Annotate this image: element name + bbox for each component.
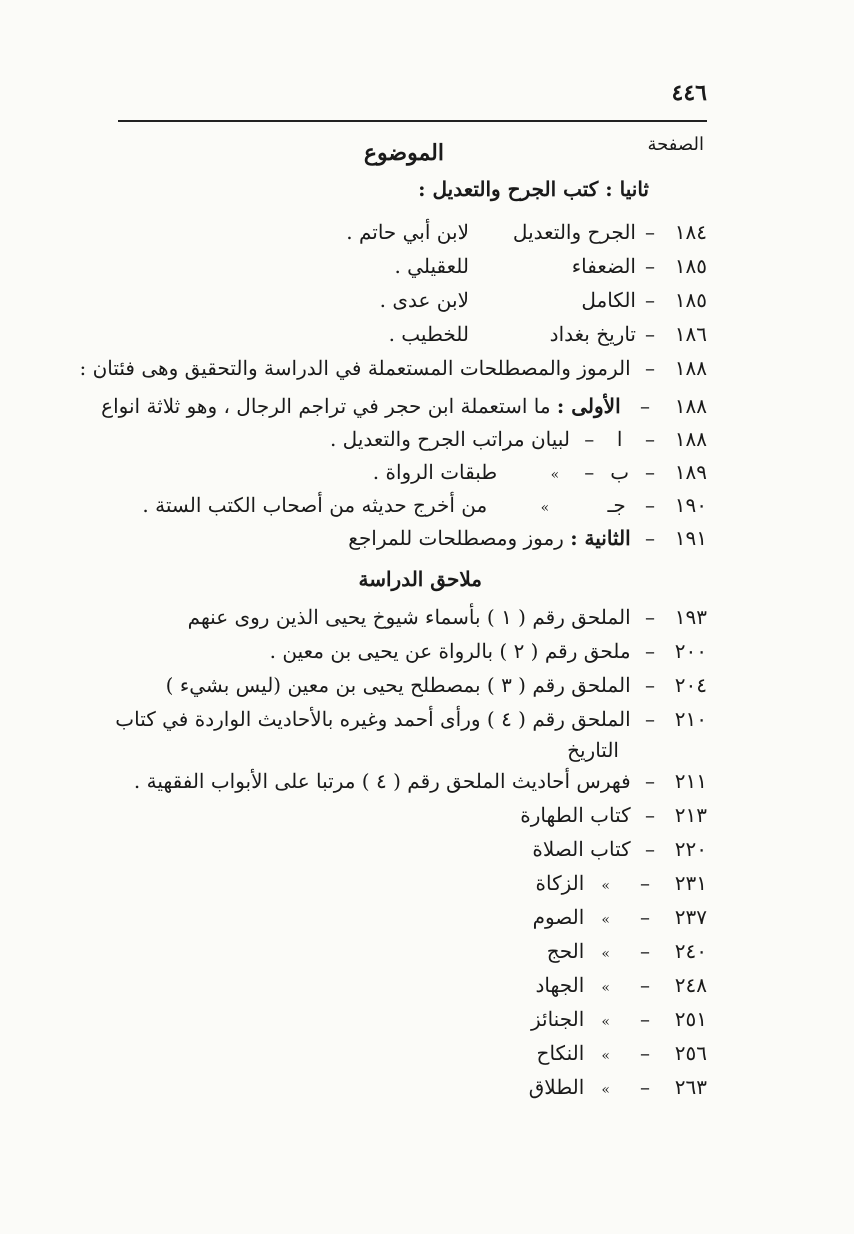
toc-row: ٢٠٤– الملحق رقم ( ٣ ) بمصطلح يحيى بن معين (ليس بشيء ) <box>165 673 707 697</box>
column-header-topic: الموضوع <box>363 140 444 166</box>
toc-text: الجنائز <box>530 1007 585 1031</box>
toc-title: الضعفاء <box>571 254 636 278</box>
toc-title: الكامل <box>581 288 636 312</box>
toc-row: ١٩٣– الملحق رقم ( ١ ) بأسماء شيوخ يحيى الذين روى عنهم <box>187 605 707 629</box>
toc-row: ٢٦٣– » الطلاق <box>528 1075 707 1099</box>
toc-row: ٢٥٦– » النكاح <box>536 1041 707 1065</box>
toc-row: ٢٤٨– » الجهاد <box>535 973 707 997</box>
toc-text: الملحق رقم ( ١ ) بأسماء شيوخ يحيى الذين روى عنهم <box>187 605 631 629</box>
toc-row: ١٩١– الثانية : رموز ومصطلحات للمراجع <box>348 526 707 550</box>
toc-row: ٢٠٠– ملحق رقم ( ٢ ) بالرواة عن يحيى بن معين . <box>269 639 707 663</box>
toc-author: لابن أبي حاتم . <box>346 220 469 244</box>
toc-row: ١٨٤– <box>645 220 707 244</box>
toc-row: ١٨٩– ب – » طبقات الرواة . <box>373 455 707 489</box>
toc-text: الزكاة <box>535 871 585 895</box>
toc-row: ١٨٥– <box>645 254 707 278</box>
toc-author: للعقيلي . <box>394 254 469 278</box>
toc-text: الحج <box>546 939 585 963</box>
toc-label: الثانية : <box>570 526 631 550</box>
toc-text: رموز ومصطلحات للمراجع <box>348 526 564 550</box>
toc-row: ٢٣٧– » الصوم <box>532 905 707 929</box>
toc-row: ٢٣١– » الزكاة <box>535 871 707 895</box>
toc-text: من أخرج حديثه من أصحاب الكتب الستة . <box>142 493 488 517</box>
toc-letter: ا <box>616 427 623 451</box>
toc-text-continuation: التاريخ <box>567 738 619 762</box>
toc-author: لابن عدى . <box>379 288 469 312</box>
toc-text: الجهاد <box>535 973 585 997</box>
toc-row: ١٨٥– <box>645 288 707 312</box>
toc-text: الملحق رقم ( ٤ ) ورأى أحمد وغيره بالأحاديث الواردة في كتاب <box>115 707 631 731</box>
section-heading-jarh: ثانيا : كتب الجرح والتعديل : <box>418 177 649 201</box>
toc-title: الجرح والتعديل <box>512 220 636 244</box>
toc-row: ٢٤٠– » الحج <box>546 939 707 963</box>
toc-text: ما استعملة ابن حجر في تراجم الرجال ، وهو ثلاثة انواع <box>101 394 551 418</box>
toc-row: ٢٢٠– كتاب الصلاة <box>532 837 707 861</box>
toc-row: ١٨٨– الرموز والمصطلحات المستعملة في الدراسة والتحقيق وهى فئتان : <box>79 356 707 380</box>
toc-row: ١٨٦– <box>645 322 707 346</box>
toc-text: طبقات الرواة . <box>372 460 498 484</box>
toc-title: تاريخ بغداد <box>549 322 636 346</box>
toc-letter: جـ <box>607 493 626 517</box>
toc-label: الأولى : <box>556 394 621 418</box>
toc-text: النكاح <box>536 1041 585 1065</box>
toc-text: الرموز والمصطلحات المستعملة في الدراسة والتحقيق وهى فئتان : <box>79 356 631 380</box>
toc-row: ٢٥١– » الجنائز <box>530 1007 707 1031</box>
toc-text: ملحق رقم ( ٢ ) بالرواة عن يحيى بن معين . <box>269 639 631 663</box>
toc-text: الصوم <box>532 905 585 929</box>
toc-text: كتاب الصلاة <box>532 837 631 861</box>
toc-row: ١٩٠– جـ » من أخرج حديثه من أصحاب الكتب الستة . <box>142 488 707 522</box>
toc-row: ١٨٨– الأولى : ما استعملة ابن حجر في تراجم الرجال ، وهو ثلاثة انواع <box>101 394 707 418</box>
toc-author: للخطيب . <box>388 322 469 346</box>
header-rule <box>118 120 707 122</box>
toc-row: ٢١٣– كتاب الطهارة <box>520 803 707 827</box>
column-header-page: الصفحة <box>647 134 704 155</box>
section-heading-appendices: ملاحق الدراسة <box>358 567 482 591</box>
toc-text: فهرس أحاديث الملحق رقم ( ٤ ) مرتبا على الأبواب الفقهية . <box>133 769 631 793</box>
toc-text: الطلاق <box>528 1075 585 1099</box>
page-number: ٤٤٦ <box>671 80 707 106</box>
toc-letter: ب <box>610 460 630 484</box>
toc-row: ١٨٨– ا – لبيان مراتب الجرح والتعديل . <box>330 422 707 456</box>
toc-text: لبيان مراتب الجرح والتعديل . <box>329 427 570 451</box>
toc-text: الملحق رقم ( ٣ ) بمصطلح يحيى بن معين (ليس بشيء ) <box>165 673 631 697</box>
toc-row: ٢١١– فهرس أحاديث الملحق رقم ( ٤ ) مرتبا على الأبواب الفقهية . <box>133 769 707 793</box>
toc-row: ٢١٠– الملحق رقم ( ٤ ) ورأى أحمد وغيره بالأحاديث الواردة في كتاب <box>115 707 707 731</box>
toc-text: كتاب الطهارة <box>520 803 631 827</box>
